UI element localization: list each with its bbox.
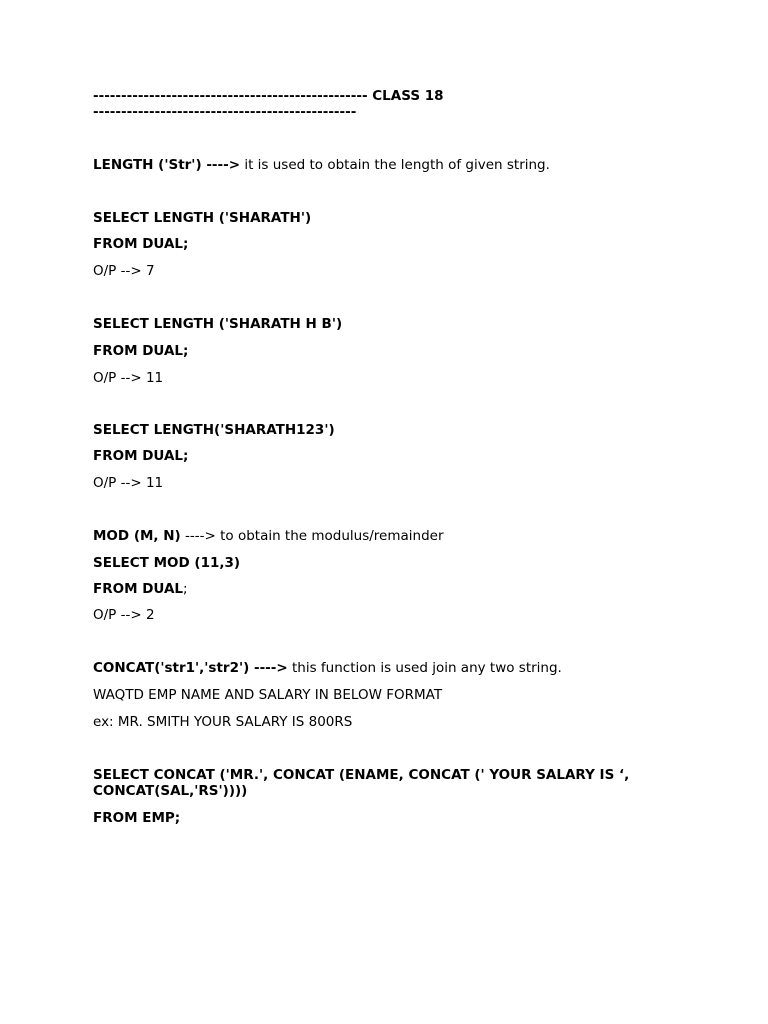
length-ex2-output: O/P --> 11 [93, 370, 164, 386]
mod-definition-text: ----> to obtain the modulus/remainder [180, 528, 444, 544]
concat-definition [93, 660, 683, 676]
class-heading-text-2: ----------------------------------------------- [93, 104, 357, 120]
concat-task: WAQTD EMP NAME AND SALARY IN BELOW FORMAT [93, 687, 443, 703]
mod-select-text: SELECT MOD (11,3) [93, 555, 241, 571]
mod-from [93, 581, 683, 597]
length-definition [93, 157, 683, 173]
length-definition-text: it is used to obtain the length of given string. [240, 157, 550, 173]
concat-select-text-2: CONCAT(SAL,'RS')))) [93, 783, 248, 799]
length-ex3-select [93, 422, 683, 438]
class-heading-line-2 [93, 104, 683, 120]
length-ex3-select-text: SELECT LENGTH('SHARATH123') [93, 422, 335, 438]
concat-from-text: FROM EMP; [93, 810, 181, 826]
length-ex3-from-text: FROM DUAL; [93, 448, 189, 464]
mod-definition [93, 528, 683, 544]
length-ex1-output: O/P --> 7 [93, 263, 155, 279]
concat-definition-term: CONCAT('str1','str2') ----> [93, 660, 288, 676]
class-heading-text-1: ------------------------------------------------- CLASS 18 [93, 88, 444, 104]
length-ex2-select [93, 316, 683, 332]
length-ex3-output: O/P --> 11 [93, 475, 164, 491]
length-ex2-from-text: FROM DUAL; [93, 343, 189, 359]
length-ex2-select-text: SELECT LENGTH ('SHARATH H B') [93, 316, 343, 332]
length-ex2-from [93, 343, 683, 359]
concat-select-line-2 [93, 783, 683, 799]
length-ex3-from [93, 448, 683, 464]
concat-select-line-1 [93, 767, 683, 783]
mod-from-semicolon: ; [183, 581, 188, 597]
concat-from [93, 810, 683, 826]
length-ex1-from-text: FROM DUAL; [93, 236, 189, 252]
length-ex1-select-text: SELECT LENGTH ('SHARATH') [93, 210, 312, 226]
mod-select [93, 555, 683, 571]
mod-definition-term: MOD (M, N) [93, 528, 181, 544]
mod-output: O/P --> 2 [93, 607, 155, 623]
length-ex1-from [93, 236, 683, 252]
concat-select-text-1: SELECT CONCAT ('MR.', CONCAT (ENAME, CONCAT (' YOUR SALARY IS ‘, [93, 767, 630, 783]
concat-definition-text: this function is used join any two string. [287, 660, 562, 676]
class-heading-line-1 [93, 88, 683, 104]
length-ex1-select [93, 210, 683, 226]
concat-example: ex: MR. SMITH YOUR SALARY IS 800RS [93, 714, 353, 730]
mod-from-text: FROM DUAL [93, 581, 184, 597]
length-definition-term: LENGTH ('Str') ----> [93, 157, 241, 173]
